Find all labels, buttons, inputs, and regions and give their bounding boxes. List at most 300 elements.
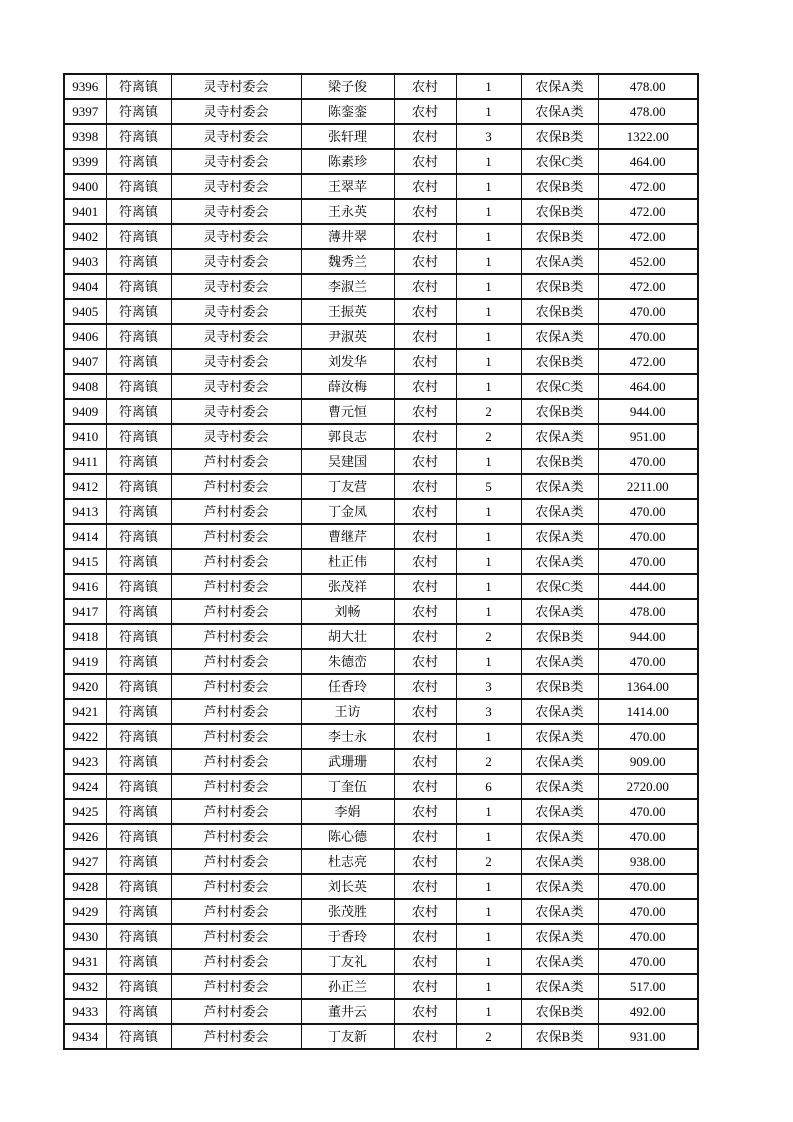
table-cell: 符离镇 bbox=[106, 224, 171, 249]
table-cell: 470.00 bbox=[598, 524, 698, 549]
table-row bbox=[64, 324, 698, 349]
table-cell: 9409 bbox=[64, 399, 106, 424]
insurance-record-table bbox=[63, 73, 699, 1050]
table-cell: 农保A类 bbox=[521, 699, 598, 724]
table-row bbox=[64, 599, 698, 624]
table-row bbox=[64, 199, 698, 224]
table-cell: 2 bbox=[456, 749, 521, 774]
table-cell: 9422 bbox=[64, 724, 106, 749]
table-cell: 芦村村委会 bbox=[171, 974, 301, 999]
table-cell: 1 bbox=[456, 249, 521, 274]
table-cell: 符离镇 bbox=[106, 474, 171, 499]
table-cell: 农村 bbox=[394, 374, 456, 399]
table-cell: 农村 bbox=[394, 424, 456, 449]
table-cell: 1 bbox=[456, 524, 521, 549]
table-cell: 9418 bbox=[64, 624, 106, 649]
table-cell: 符离镇 bbox=[106, 149, 171, 174]
table-cell: 农保B类 bbox=[521, 624, 598, 649]
table-cell: 944.00 bbox=[598, 399, 698, 424]
table-cell: 9419 bbox=[64, 649, 106, 674]
table-row bbox=[64, 424, 698, 449]
table-cell: 农保A类 bbox=[521, 499, 598, 524]
table-row bbox=[64, 274, 698, 299]
table-cell: 9410 bbox=[64, 424, 106, 449]
table-cell: 符离镇 bbox=[106, 674, 171, 699]
table-cell: 农保B类 bbox=[521, 674, 598, 699]
table-cell: 芦村村委会 bbox=[171, 949, 301, 974]
table-cell: 符离镇 bbox=[106, 949, 171, 974]
table-cell: 9432 bbox=[64, 974, 106, 999]
table-cell: 芦村村委会 bbox=[171, 524, 301, 549]
table-cell: 9413 bbox=[64, 499, 106, 524]
table-cell: 9414 bbox=[64, 524, 106, 549]
table-cell: 1 bbox=[456, 149, 521, 174]
table-row bbox=[64, 1024, 698, 1049]
table-cell: 农村 bbox=[394, 299, 456, 324]
table-cell: 1 bbox=[456, 174, 521, 199]
table-cell: 符离镇 bbox=[106, 1024, 171, 1049]
table-cell: 郭良志 bbox=[301, 424, 394, 449]
table-cell: 符离镇 bbox=[106, 524, 171, 549]
table-cell: 芦村村委会 bbox=[171, 899, 301, 924]
table-cell: 符离镇 bbox=[106, 599, 171, 624]
table-cell: 农保A类 bbox=[521, 774, 598, 799]
table-cell: 农保A类 bbox=[521, 424, 598, 449]
table-cell: 2 bbox=[456, 624, 521, 649]
table-cell: 9402 bbox=[64, 224, 106, 249]
table-cell: 9411 bbox=[64, 449, 106, 474]
table-cell: 灵寺村委会 bbox=[171, 99, 301, 124]
table-cell: 1414.00 bbox=[598, 699, 698, 724]
table-cell: 农保C类 bbox=[521, 149, 598, 174]
table-cell: 芦村村委会 bbox=[171, 449, 301, 474]
table-cell: 1 bbox=[456, 599, 521, 624]
table-cell: 符离镇 bbox=[106, 199, 171, 224]
table-cell: 470.00 bbox=[598, 499, 698, 524]
table-row bbox=[64, 374, 698, 399]
table-cell: 芦村村委会 bbox=[171, 824, 301, 849]
table-cell: 470.00 bbox=[598, 649, 698, 674]
table-cell: 芦村村委会 bbox=[171, 474, 301, 499]
table-cell: 470.00 bbox=[598, 899, 698, 924]
table-cell: 芦村村委会 bbox=[171, 724, 301, 749]
table-cell: 芦村村委会 bbox=[171, 674, 301, 699]
table-cell: 1 bbox=[456, 899, 521, 924]
table-cell: 丁金凤 bbox=[301, 499, 394, 524]
table-cell: 452.00 bbox=[598, 249, 698, 274]
table-cell: 曹继芹 bbox=[301, 524, 394, 549]
table-cell: 灵寺村委会 bbox=[171, 424, 301, 449]
table-cell: 1 bbox=[456, 199, 521, 224]
table-cell: 2 bbox=[456, 399, 521, 424]
table-cell: 农村 bbox=[394, 124, 456, 149]
table-cell: 1 bbox=[456, 874, 521, 899]
table-cell: 李娟 bbox=[301, 799, 394, 824]
table-cell: 909.00 bbox=[598, 749, 698, 774]
table-cell: 3 bbox=[456, 674, 521, 699]
table-cell: 农村 bbox=[394, 249, 456, 274]
table-cell: 农保A类 bbox=[521, 474, 598, 499]
table-cell: 农村 bbox=[394, 824, 456, 849]
table-cell: 符离镇 bbox=[106, 399, 171, 424]
table-cell: 芦村村委会 bbox=[171, 499, 301, 524]
table-cell: 农村 bbox=[394, 174, 456, 199]
table-cell: 470.00 bbox=[598, 324, 698, 349]
table-cell: 杜志亮 bbox=[301, 849, 394, 874]
table-cell: 农村 bbox=[394, 624, 456, 649]
table-cell: 9412 bbox=[64, 474, 106, 499]
table-cell: 孙正兰 bbox=[301, 974, 394, 999]
table-cell: 9408 bbox=[64, 374, 106, 399]
table-cell: 9416 bbox=[64, 574, 106, 599]
table-cell: 灵寺村委会 bbox=[171, 224, 301, 249]
table-cell: 472.00 bbox=[598, 274, 698, 299]
table-cell: 9423 bbox=[64, 749, 106, 774]
table-cell: 符离镇 bbox=[106, 174, 171, 199]
table-cell: 9397 bbox=[64, 99, 106, 124]
table-cell: 符离镇 bbox=[106, 124, 171, 149]
table-cell: 1 bbox=[456, 74, 521, 99]
table-cell: 464.00 bbox=[598, 374, 698, 399]
table-cell: 1 bbox=[456, 949, 521, 974]
table-cell: 符离镇 bbox=[106, 74, 171, 99]
table-cell: 492.00 bbox=[598, 999, 698, 1024]
table-cell: 农保B类 bbox=[521, 274, 598, 299]
table-cell: 王访 bbox=[301, 699, 394, 724]
table-cell: 灵寺村委会 bbox=[171, 249, 301, 274]
table-cell: 9425 bbox=[64, 799, 106, 824]
table-cell: 农村 bbox=[394, 774, 456, 799]
table-row bbox=[64, 174, 698, 199]
table-cell: 农村 bbox=[394, 399, 456, 424]
table-cell: 1 bbox=[456, 449, 521, 474]
table-cell: 470.00 bbox=[598, 949, 698, 974]
table-cell: 农村 bbox=[394, 149, 456, 174]
table-cell: 任香玲 bbox=[301, 674, 394, 699]
table-cell: 农保A类 bbox=[521, 874, 598, 899]
table-cell: 农保A类 bbox=[521, 924, 598, 949]
table-cell: 472.00 bbox=[598, 174, 698, 199]
table-row bbox=[64, 949, 698, 974]
table-cell: 梁子俊 bbox=[301, 74, 394, 99]
table-cell: 1 bbox=[456, 924, 521, 949]
table-cell: 农村 bbox=[394, 574, 456, 599]
table-row bbox=[64, 899, 698, 924]
table-cell: 芦村村委会 bbox=[171, 549, 301, 574]
table-cell: 478.00 bbox=[598, 99, 698, 124]
table-cell: 1 bbox=[456, 649, 521, 674]
record-table-body bbox=[64, 74, 698, 1049]
table-cell: 农村 bbox=[394, 549, 456, 574]
table-row bbox=[64, 149, 698, 174]
table-cell: 胡大壮 bbox=[301, 624, 394, 649]
table-cell: 1 bbox=[456, 99, 521, 124]
table-cell: 符离镇 bbox=[106, 624, 171, 649]
table-cell: 农保B类 bbox=[521, 124, 598, 149]
table-cell: 张茂祥 bbox=[301, 574, 394, 599]
table-cell: 灵寺村委会 bbox=[171, 174, 301, 199]
table-cell: 李士永 bbox=[301, 724, 394, 749]
table-cell: 农保A类 bbox=[521, 249, 598, 274]
table-cell: 1 bbox=[456, 349, 521, 374]
table-cell: 444.00 bbox=[598, 574, 698, 599]
table-cell: 951.00 bbox=[598, 424, 698, 449]
table-row bbox=[64, 124, 698, 149]
table-cell: 938.00 bbox=[598, 849, 698, 874]
table-cell: 灵寺村委会 bbox=[171, 299, 301, 324]
table-cell: 张轩理 bbox=[301, 124, 394, 149]
table-cell: 农保A类 bbox=[521, 599, 598, 624]
table-cell: 农保A类 bbox=[521, 749, 598, 774]
table-cell: 农村 bbox=[394, 699, 456, 724]
table-cell: 9398 bbox=[64, 124, 106, 149]
table-cell: 1364.00 bbox=[598, 674, 698, 699]
table-row bbox=[64, 499, 698, 524]
table-cell: 符离镇 bbox=[106, 874, 171, 899]
table-cell: 9431 bbox=[64, 949, 106, 974]
table-cell: 农保B类 bbox=[521, 999, 598, 1024]
table-cell: 1 bbox=[456, 324, 521, 349]
table-cell: 464.00 bbox=[598, 149, 698, 174]
table-cell: 符离镇 bbox=[106, 299, 171, 324]
table-cell: 符离镇 bbox=[106, 849, 171, 874]
table-cell: 灵寺村委会 bbox=[171, 374, 301, 399]
table-cell: 芦村村委会 bbox=[171, 849, 301, 874]
table-cell: 931.00 bbox=[598, 1024, 698, 1049]
table-cell: 王永英 bbox=[301, 199, 394, 224]
table-cell: 农村 bbox=[394, 849, 456, 874]
table-row bbox=[64, 674, 698, 699]
table-cell: 农村 bbox=[394, 499, 456, 524]
table-row bbox=[64, 224, 698, 249]
table-row bbox=[64, 474, 698, 499]
table-cell: 芦村村委会 bbox=[171, 874, 301, 899]
table-cell: 王翠苹 bbox=[301, 174, 394, 199]
table-row bbox=[64, 399, 698, 424]
table-cell: 478.00 bbox=[598, 599, 698, 624]
table-cell: 符离镇 bbox=[106, 274, 171, 299]
table-cell: 470.00 bbox=[598, 449, 698, 474]
table-cell: 符离镇 bbox=[106, 424, 171, 449]
table-cell: 9433 bbox=[64, 999, 106, 1024]
table-cell: 农保A类 bbox=[521, 649, 598, 674]
table-cell: 1 bbox=[456, 574, 521, 599]
table-cell: 农保A类 bbox=[521, 849, 598, 874]
table-cell: 农村 bbox=[394, 999, 456, 1024]
table-cell: 芦村村委会 bbox=[171, 924, 301, 949]
table-cell: 符离镇 bbox=[106, 899, 171, 924]
table-cell: 陈素珍 bbox=[301, 149, 394, 174]
table-cell: 农保B类 bbox=[521, 1024, 598, 1049]
table-cell: 符离镇 bbox=[106, 974, 171, 999]
table-cell: 灵寺村委会 bbox=[171, 149, 301, 174]
table-cell: 符离镇 bbox=[106, 349, 171, 374]
table-cell: 农村 bbox=[394, 449, 456, 474]
table-cell: 1 bbox=[456, 274, 521, 299]
table-cell: 符离镇 bbox=[106, 824, 171, 849]
table-cell: 张茂胜 bbox=[301, 899, 394, 924]
table-cell: 农保A类 bbox=[521, 724, 598, 749]
table-row bbox=[64, 699, 698, 724]
table-cell: 农村 bbox=[394, 274, 456, 299]
table-cell: 5 bbox=[456, 474, 521, 499]
table-cell: 9427 bbox=[64, 849, 106, 874]
table-cell: 符离镇 bbox=[106, 324, 171, 349]
table-cell: 农保A类 bbox=[521, 949, 598, 974]
table-cell: 丁奎伍 bbox=[301, 774, 394, 799]
table-row bbox=[64, 299, 698, 324]
table-cell: 9401 bbox=[64, 199, 106, 224]
table-row bbox=[64, 924, 698, 949]
table-cell: 472.00 bbox=[598, 349, 698, 374]
table-cell: 于香玲 bbox=[301, 924, 394, 949]
table-cell: 9420 bbox=[64, 674, 106, 699]
table-cell: 李淑兰 bbox=[301, 274, 394, 299]
table-cell: 1 bbox=[456, 799, 521, 824]
table-cell: 符离镇 bbox=[106, 749, 171, 774]
table-cell: 9424 bbox=[64, 774, 106, 799]
table-cell: 芦村村委会 bbox=[171, 699, 301, 724]
table-cell: 农保B类 bbox=[521, 399, 598, 424]
table-cell: 薛汝梅 bbox=[301, 374, 394, 399]
table-cell: 魏秀兰 bbox=[301, 249, 394, 274]
table-cell: 9429 bbox=[64, 899, 106, 924]
table-row bbox=[64, 624, 698, 649]
table-cell: 灵寺村委会 bbox=[171, 399, 301, 424]
table-cell: 9400 bbox=[64, 174, 106, 199]
table-cell: 陈銮銮 bbox=[301, 99, 394, 124]
table-cell: 农保B类 bbox=[521, 199, 598, 224]
table-cell: 9406 bbox=[64, 324, 106, 349]
table-cell: 9421 bbox=[64, 699, 106, 724]
table-cell: 农村 bbox=[394, 349, 456, 374]
table-cell: 农保A类 bbox=[521, 549, 598, 574]
table-cell: 农村 bbox=[394, 749, 456, 774]
table-cell: 朱德峦 bbox=[301, 649, 394, 674]
table-cell: 农村 bbox=[394, 724, 456, 749]
table-cell: 符离镇 bbox=[106, 549, 171, 574]
table-cell: 2211.00 bbox=[598, 474, 698, 499]
table-cell: 1 bbox=[456, 974, 521, 999]
table-cell: 王振英 bbox=[301, 299, 394, 324]
table-cell: 符离镇 bbox=[106, 649, 171, 674]
table-cell: 1 bbox=[456, 374, 521, 399]
table-cell: 1 bbox=[456, 824, 521, 849]
table-cell: 农村 bbox=[394, 1024, 456, 1049]
table-cell: 944.00 bbox=[598, 624, 698, 649]
table-row bbox=[64, 874, 698, 899]
table-row bbox=[64, 749, 698, 774]
table-cell: 472.00 bbox=[598, 224, 698, 249]
table-cell: 3 bbox=[456, 124, 521, 149]
table-cell: 芦村村委会 bbox=[171, 774, 301, 799]
table-cell: 刘畅 bbox=[301, 599, 394, 624]
table-cell: 1 bbox=[456, 724, 521, 749]
table-cell: 9396 bbox=[64, 74, 106, 99]
table-cell: 符离镇 bbox=[106, 699, 171, 724]
table-cell: 农保A类 bbox=[521, 824, 598, 849]
table-cell: 农村 bbox=[394, 899, 456, 924]
table-cell: 农保B类 bbox=[521, 349, 598, 374]
table-row bbox=[64, 99, 698, 124]
table-cell: 农村 bbox=[394, 674, 456, 699]
table-row bbox=[64, 799, 698, 824]
table-row bbox=[64, 74, 698, 99]
table-cell: 农保A类 bbox=[521, 99, 598, 124]
table-cell: 曹元恒 bbox=[301, 399, 394, 424]
table-cell: 472.00 bbox=[598, 199, 698, 224]
table-cell: 3 bbox=[456, 699, 521, 724]
table-cell: 刘发华 bbox=[301, 349, 394, 374]
table-row bbox=[64, 574, 698, 599]
table-cell: 470.00 bbox=[598, 874, 698, 899]
table-cell: 农保C类 bbox=[521, 574, 598, 599]
table-cell: 符离镇 bbox=[106, 99, 171, 124]
table-cell: 9417 bbox=[64, 599, 106, 624]
table-cell: 农村 bbox=[394, 649, 456, 674]
table-cell: 2 bbox=[456, 424, 521, 449]
table-cell: 农保B类 bbox=[521, 299, 598, 324]
table-cell: 芦村村委会 bbox=[171, 999, 301, 1024]
table-cell: 符离镇 bbox=[106, 374, 171, 399]
table-cell: 9434 bbox=[64, 1024, 106, 1049]
table-cell: 刘长英 bbox=[301, 874, 394, 899]
table-row bbox=[64, 649, 698, 674]
table-cell: 薄井翠 bbox=[301, 224, 394, 249]
table-cell: 符离镇 bbox=[106, 999, 171, 1024]
table-cell: 符离镇 bbox=[106, 574, 171, 599]
table-cell: 农村 bbox=[394, 324, 456, 349]
table-cell: 灵寺村委会 bbox=[171, 324, 301, 349]
table-cell: 2 bbox=[456, 849, 521, 874]
table-cell: 农村 bbox=[394, 524, 456, 549]
table-cell: 符离镇 bbox=[106, 249, 171, 274]
table-cell: 农保B类 bbox=[521, 224, 598, 249]
table-cell: 农保A类 bbox=[521, 974, 598, 999]
table-cell: 470.00 bbox=[598, 824, 698, 849]
table-cell: 农保B类 bbox=[521, 174, 598, 199]
table-cell: 农村 bbox=[394, 99, 456, 124]
table-row bbox=[64, 549, 698, 574]
table-cell: 农村 bbox=[394, 474, 456, 499]
table-cell: 农村 bbox=[394, 949, 456, 974]
table-cell: 9430 bbox=[64, 924, 106, 949]
table-cell: 吴建国 bbox=[301, 449, 394, 474]
table-cell: 农村 bbox=[394, 74, 456, 99]
table-cell: 9403 bbox=[64, 249, 106, 274]
table-cell: 1 bbox=[456, 224, 521, 249]
table-cell: 9428 bbox=[64, 874, 106, 899]
table-cell: 农村 bbox=[394, 799, 456, 824]
table-row bbox=[64, 249, 698, 274]
table-cell: 农村 bbox=[394, 224, 456, 249]
table-cell: 符离镇 bbox=[106, 774, 171, 799]
table-cell: 灵寺村委会 bbox=[171, 124, 301, 149]
table-cell: 符离镇 bbox=[106, 499, 171, 524]
table-row bbox=[64, 974, 698, 999]
table-cell: 478.00 bbox=[598, 74, 698, 99]
table-cell: 农村 bbox=[394, 924, 456, 949]
table-cell: 农保A类 bbox=[521, 524, 598, 549]
table-cell: 9404 bbox=[64, 274, 106, 299]
table-cell: 9399 bbox=[64, 149, 106, 174]
table-cell: 董井云 bbox=[301, 999, 394, 1024]
table-row bbox=[64, 849, 698, 874]
table-cell: 芦村村委会 bbox=[171, 599, 301, 624]
table-cell: 灵寺村委会 bbox=[171, 199, 301, 224]
table-cell: 470.00 bbox=[598, 924, 698, 949]
table-cell: 470.00 bbox=[598, 724, 698, 749]
